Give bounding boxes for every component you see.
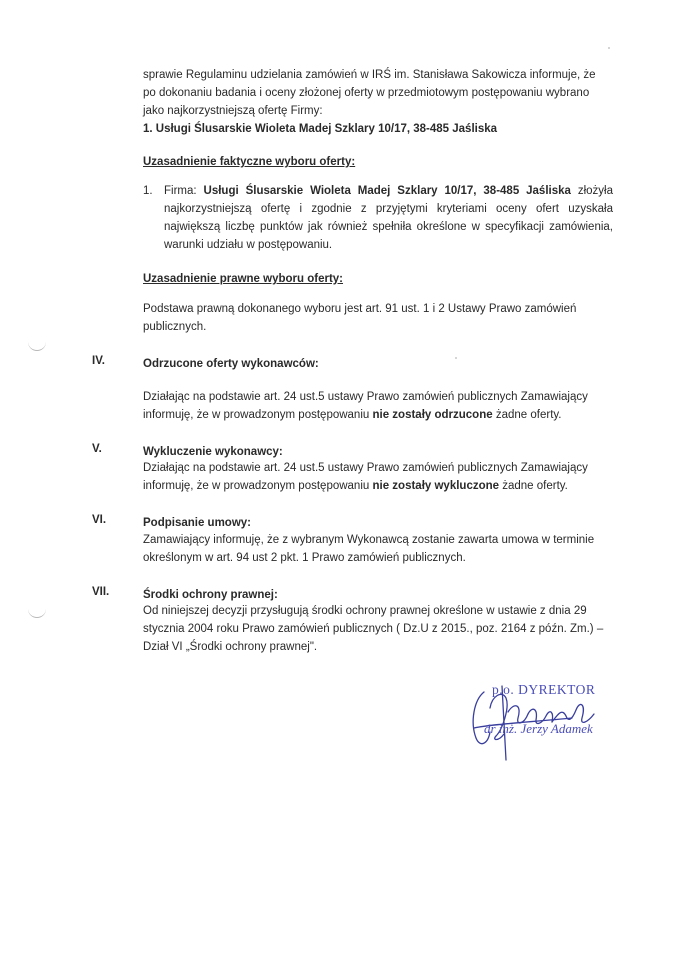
section-iv-body (143, 388, 613, 424)
punch-hole-mark-lower (28, 607, 46, 618)
intro-paragraph (143, 66, 613, 138)
section-iv-line-1: Działając na podstawie art. 24 ust.5 ustawy Prawo zamówień publicznych Zamawiający (143, 391, 588, 403)
factual-item-1 (143, 182, 613, 254)
section-vi-line-2: określonym w art. 94 ust 2 pkt. 1 Prawo zamówień publicznych. (143, 552, 466, 564)
factual-heading-text: Uzasadnienie faktyczne wyboru oferty: (143, 156, 356, 168)
factual-item-line-4: warunki udziału w postępowaniu. (164, 239, 333, 251)
section-vii-title: Środki ochrony prawnej: (143, 589, 278, 601)
legal-line-2: publicznych. (143, 321, 207, 333)
intro-line-2: po dokonaniu badania i oceny złożonej oferty w przedmiotowym postępowaniu wybrano (143, 87, 590, 99)
section-vi-title: Podpisanie umowy: (143, 517, 251, 529)
factual-item-line-3: największą liczbę punktów jak również spełniła określone w specyfikacji zamówienia, (164, 221, 613, 233)
section-vii-line-2: stycznia 2004 roku Prawo zamówień publicznych ( Dz.U z 2015., poz. 2164 z późn. Zm.) – (143, 623, 604, 635)
section-iv-line-2: informuję, że w prowadzonym postępowaniu nie zostały odrzucone żadne oferty. (143, 409, 562, 421)
intro-line-1: sprawie Regulaminu udzielania zamówień w IRŚ im. Stanisława Sakowicza informuje, że (143, 69, 596, 81)
scan-speck (455, 357, 457, 359)
section-v-numeral: V. (92, 443, 102, 455)
section-iv-numeral: IV. (92, 355, 106, 367)
factual-item-line-2: najkorzystniejszą ofertę i zgodnie z przyjętymi kryteriami oceny ofert uzyskała (164, 203, 613, 215)
section-vi-line-1: Zamawiający informuję, że z wybranym Wykonawcą zostanie zawarta umowa w terminie (143, 534, 595, 546)
intro-line-3: jako najkorzystniejszą ofertę Firmy: (143, 105, 323, 117)
section-v-line-1: Działając na podstawie art. 24 ust.5 ustawy Prawo zamówień publicznych Zamawiający (143, 462, 588, 474)
factual-item-number: 1. (143, 185, 153, 197)
section-v-body (143, 459, 613, 495)
factual-heading (143, 153, 613, 171)
punch-hole-mark-upper (28, 340, 46, 351)
section-vii-body (143, 602, 613, 656)
section-vi-body (143, 531, 613, 567)
section-iv-title: Odrzucone oferty wykonawców: (143, 358, 319, 370)
factual-item-prefix: Firma: (164, 185, 197, 197)
selected-offer-line: 1. Usługi Ślusarskie Wioleta Madej Szklary 10/17, 38-485 Jaśliska (143, 123, 498, 135)
stamp-title: p.o. DYREKTOR (492, 682, 596, 697)
legal-heading-text: Uzasadnienie prawne wyboru oferty: (143, 273, 344, 285)
legal-heading (143, 270, 613, 288)
section-v-line-2: informuję, że w prowadzonym postępowaniu nie zostały wykluczone żadne oferty. (143, 480, 568, 492)
scan-speck (608, 47, 610, 49)
legal-line-1: Podstawa prawną dokonanego wyboru jest art. 91 ust. 1 i 2 Ustawy Prawo zamówień (143, 303, 577, 315)
director-stamp (462, 678, 612, 768)
factual-item-suffix: złożyła (577, 185, 614, 197)
legal-paragraph (143, 300, 613, 336)
factual-item-company: Usługi Ślusarskie Wioleta Madej Szklary 10/17, 38-485 Jaśliska (203, 185, 571, 197)
section-vii-line-3: Dział VI „Środki ochrony prawnej". (143, 641, 318, 653)
section-vii-numeral: VII. (92, 586, 110, 598)
factual-item-line-1 (164, 182, 613, 200)
section-v-title: Wykluczenie wykonawcy: (143, 446, 283, 458)
section-vi-numeral: VI. (92, 514, 107, 526)
factual-item-content (164, 182, 613, 254)
section-vii-line-1: Od niniejszej decyzji przysługują środki ochrony prawnej określone w ustawie z dnia 29 (143, 605, 587, 617)
stamp-name: dr inż. Jerzy Adamek (484, 721, 593, 736)
